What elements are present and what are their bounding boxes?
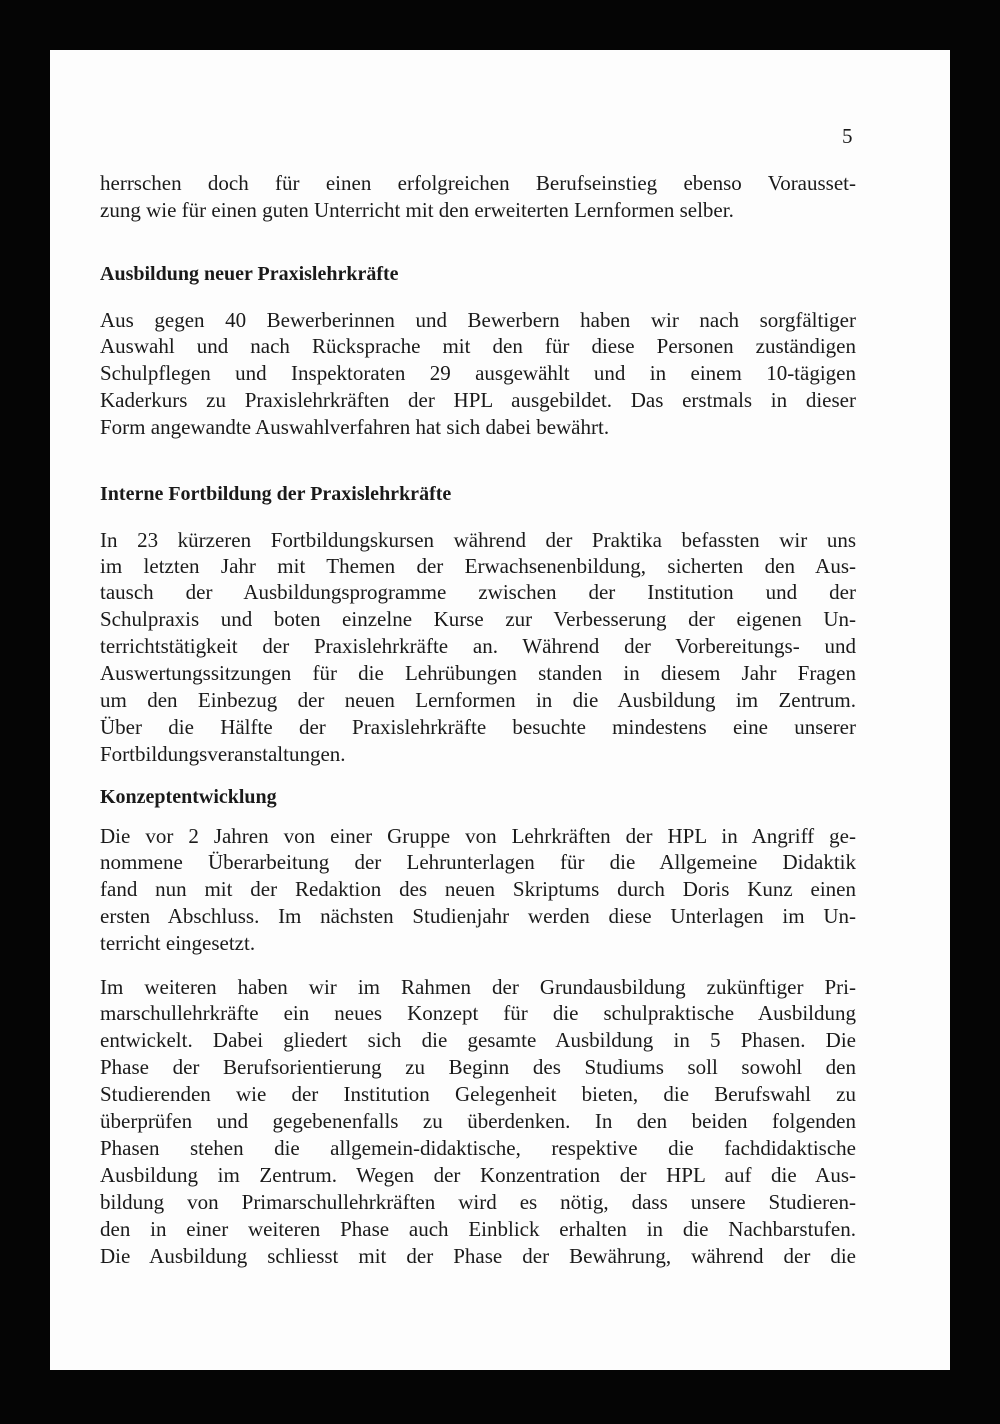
paragraph-line: überprüfen und gegebenenfalls zu überdenken. In den beiden folgenden	[100, 1109, 856, 1133]
paragraph-line: Auswahl und nach Rücksprache mit den für diese Personen zuständigen	[100, 334, 856, 358]
paragraph-line: Aus gegen 40 Bewerberinnen und Bewerbern haben wir nach sorgfältiger	[100, 308, 856, 332]
paragraph-line: marschullehrkräfte ein neues Konzept für die schulpraktische Ausbildung	[100, 1001, 856, 1025]
paragraph-line: tausch der Ausbildungsprogramme zwischen der Institution und der	[100, 580, 856, 604]
paragraph-line: um den Einbezug der neuen Lernformen in die Ausbildung im Zentrum.	[100, 688, 856, 712]
paragraph-line: In 23 kürzeren Fortbildungskursen während der Praktika befassten wir uns	[100, 528, 856, 552]
paragraph-line: Ausbildung im Zentrum. Wegen der Konzentration der HPL auf die Aus-	[100, 1163, 856, 1187]
paragraph-line: herrschen doch für einen erfolgreichen Berufseinstieg ebenso Vorausset-	[100, 171, 856, 195]
page-number: 5	[842, 124, 853, 148]
paragraph-line: terricht eingesetzt.	[100, 931, 256, 955]
paragraph-line: Schulpraxis und boten einzelne Kurse zur Verbesserung der eigenen Un-	[100, 607, 856, 631]
paragraph-line: terrichtstätigkeit der Praxislehrkräfte an. Während der Vorbereitungs- und	[100, 634, 856, 658]
paragraph-line: Kaderkurs zu Praxislehrkräften der HPL ausgebildet. Das erstmals in dieser	[100, 388, 856, 412]
paragraph-line: entwickelt. Dabei gliedert sich die gesamte Ausbildung in 5 Phasen. Die	[100, 1028, 856, 1052]
paragraph-line: Phasen stehen die allgemein-didaktische, respektive die fachdidaktische	[100, 1136, 856, 1160]
section-heading: Interne Fortbildung der Praxislehrkräfte	[100, 483, 452, 505]
paragraph-line: zung wie für einen guten Unterricht mit den erweiterten Lernformen selber.	[100, 198, 734, 222]
paragraph-line: ersten Abschluss. Im nächsten Studienjahr werden diese Unterlagen im Un-	[100, 904, 856, 928]
section-heading: Ausbildung neuer Praxislehrkräfte	[100, 263, 399, 285]
paragraph-line: Phase der Berufsorientierung zu Beginn des Studiums soll sowohl den	[100, 1055, 856, 1079]
paragraph-line: nommene Überarbeitung der Lehrunterlagen für die Allgemeine Didaktik	[100, 850, 856, 874]
paragraph-line: fand nun mit der Redaktion des neuen Skriptums durch Doris Kunz einen	[100, 877, 856, 901]
section-heading: Konzeptentwicklung	[100, 786, 277, 808]
paragraph-line: Studierenden wie der Institution Gelegenheit bieten, die Berufswahl zu	[100, 1082, 856, 1106]
paragraph-line: im letzten Jahr mit Themen der Erwachsenenbildung, sicherten den Aus-	[100, 554, 856, 578]
paragraph-line: den in einer weiteren Phase auch Einblick erhalten in die Nachbarstufen.	[100, 1217, 856, 1241]
paragraph-line: bildung von Primarschullehrkräften wird es nötig, dass unsere Studieren-	[100, 1190, 856, 1214]
paragraph-line: Form angewandte Auswahlverfahren hat sich dabei bewährt.	[100, 415, 610, 439]
paragraph-line: Fortbildungsveranstaltungen.	[100, 742, 346, 766]
paragraph-line: Im weiteren haben wir im Rahmen der Grundausbildung zukünftiger Pri-	[100, 975, 856, 999]
paragraph-line: Schulpflegen und Inspektoraten 29 ausgewählt und in einem 10-tägigen	[100, 361, 856, 385]
paragraph-line: Die Ausbildung schliesst mit der Phase der Bewährung, während der die	[100, 1244, 856, 1268]
paragraph-line: Die vor 2 Jahren von einer Gruppe von Lehrkräften der HPL in Angriff ge-	[100, 824, 856, 848]
paragraph-line: Über die Hälfte der Praxislehrkräfte besuchte mindestens eine unserer	[100, 715, 856, 739]
paragraph-line: Auswertungssitzungen für die Lehrübungen standen in diesem Jahr Fragen	[100, 661, 856, 685]
